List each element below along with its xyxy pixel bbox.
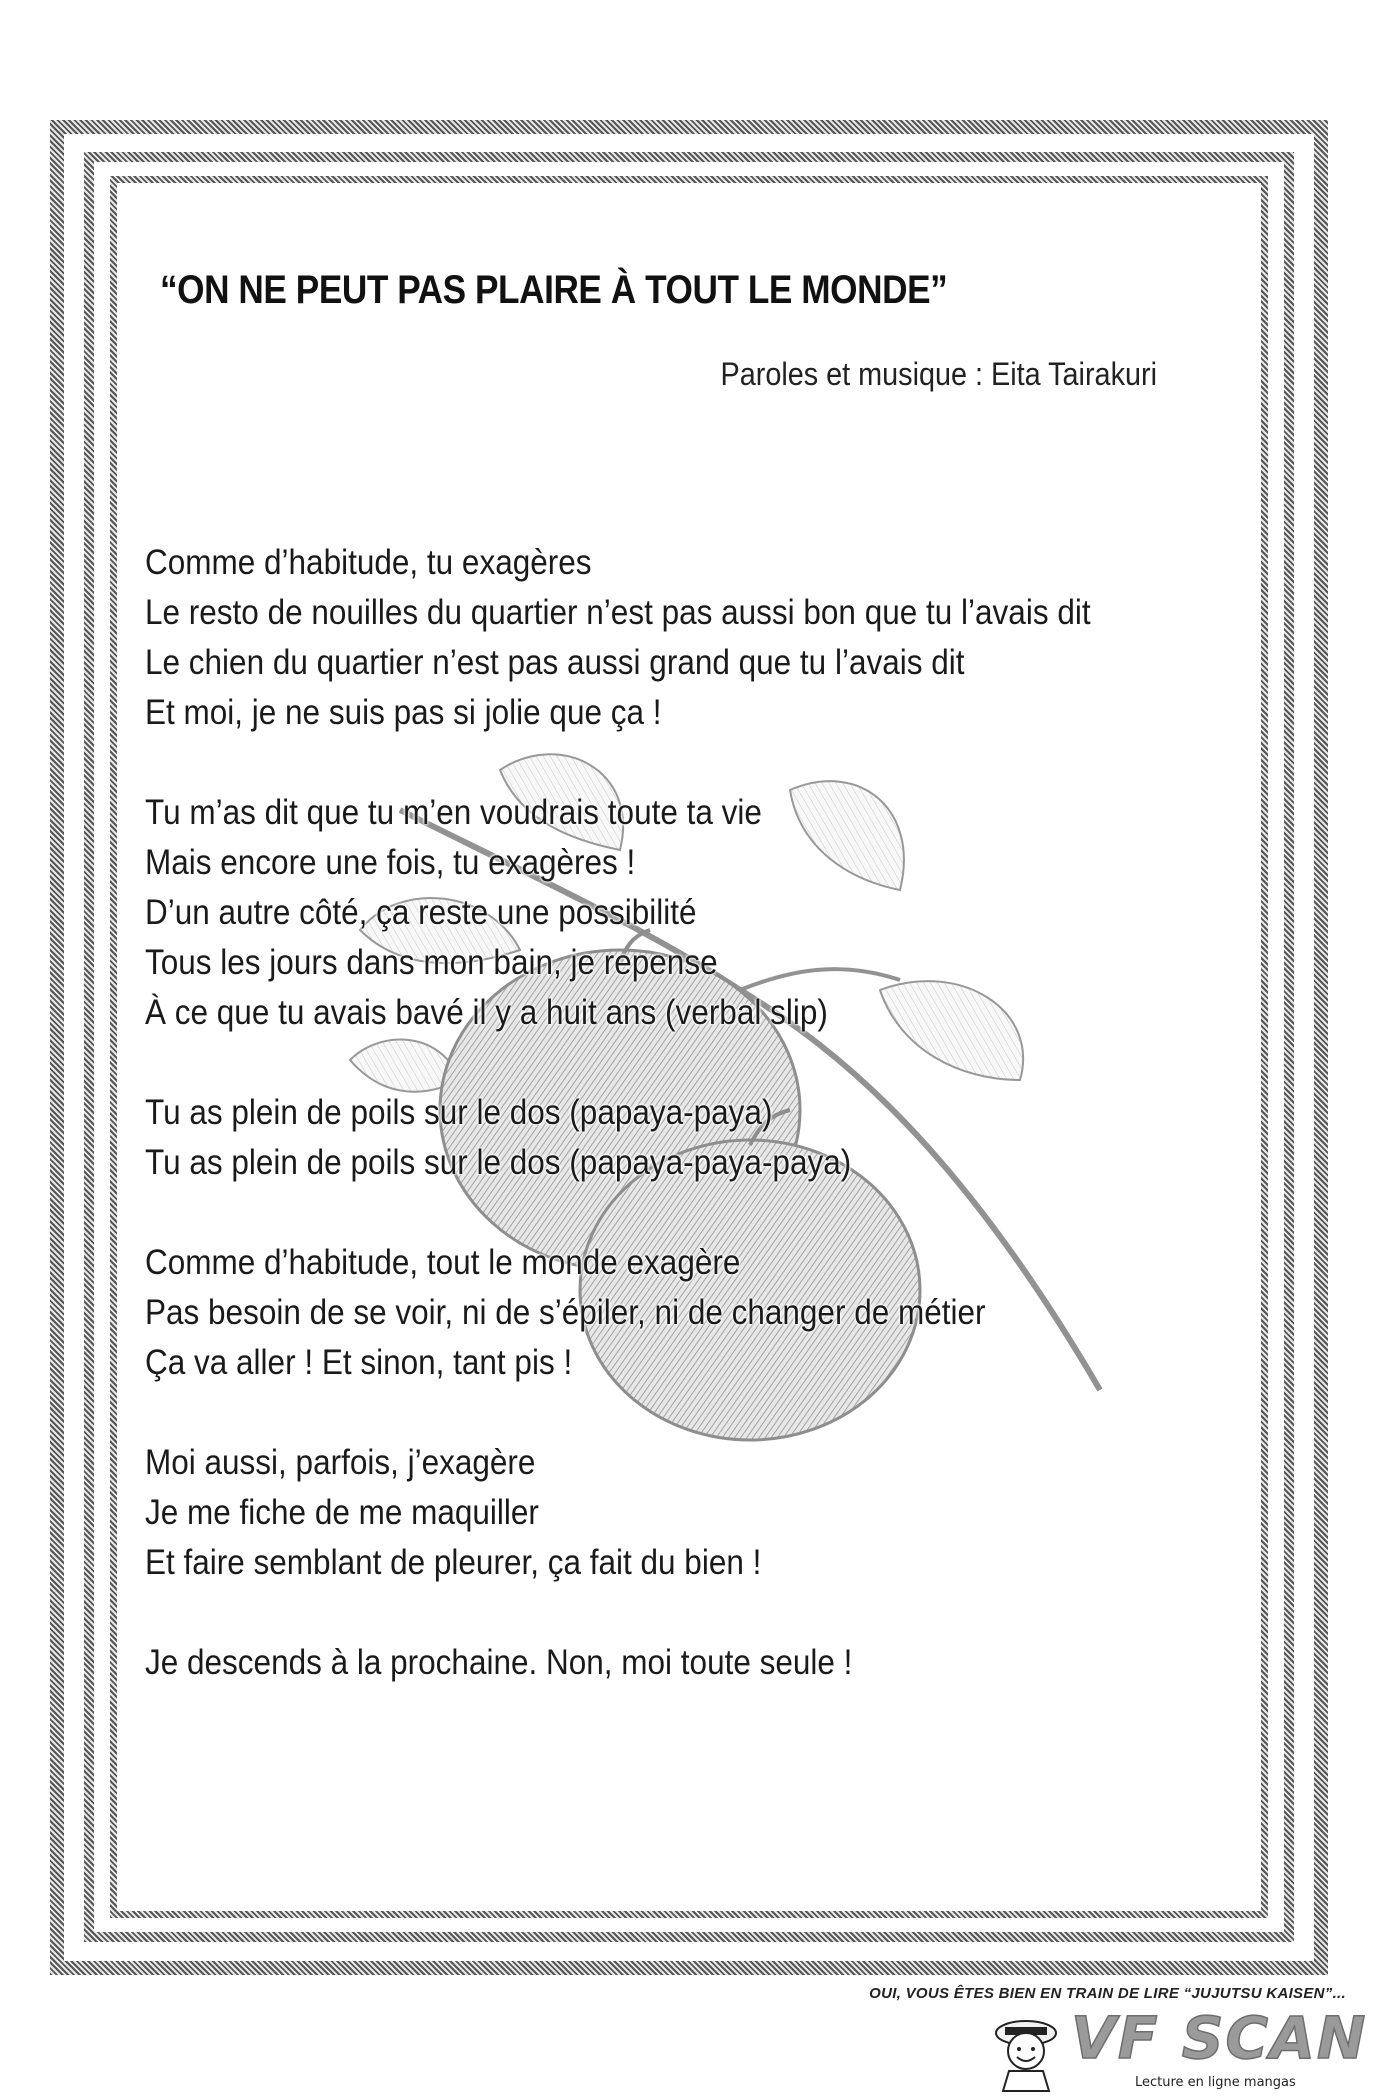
lyric-line: Le resto de nouilles du quartier n’est pas aussi bon que tu l’avais dit bbox=[145, 593, 1091, 632]
lyric-line: Pas besoin de se voir, ni de s’épiler, ni de changer de métier bbox=[145, 1293, 986, 1332]
watermark-logo bbox=[985, 2003, 1368, 2093]
mascot-icon bbox=[985, 2011, 1067, 2093]
lyric-line: Ça va aller ! Et sinon, tant pis ! bbox=[145, 1343, 573, 1382]
lyrics-body bbox=[145, 538, 1185, 1738]
stanza-6 bbox=[145, 1638, 1081, 1688]
lyric-line: Mais encore une fois, tu exagères ! bbox=[145, 843, 636, 882]
song-title: “ON NE PEUT PAS PLAIRE À TOUT LE MONDE” bbox=[160, 268, 948, 312]
stanza-1 bbox=[145, 538, 1091, 738]
lyric-line: Le chien du quartier n’est pas aussi grand que tu l’avais dit bbox=[145, 643, 965, 682]
stanza-3 bbox=[145, 1088, 1081, 1188]
stanza-5 bbox=[145, 1438, 1081, 1588]
lyric-line: Comme d’habitude, tu exagères bbox=[145, 543, 592, 582]
lyric-line: Je descends à la prochaine. Non, moi toute seule ! bbox=[145, 1643, 853, 1682]
lyric-line: Tu as plein de poils sur le dos (papaya-paya-paya) bbox=[145, 1143, 852, 1182]
lyric-line: Et faire semblant de pleurer, ça fait du bien ! bbox=[145, 1543, 762, 1582]
lyric-line: À ce que tu avais bavé il y a huit ans (verbal slip) bbox=[145, 993, 828, 1032]
song-credits: Paroles et musique : Eita Tairakuri bbox=[720, 356, 1157, 392]
lyric-line: Moi aussi, parfois, j’exagère bbox=[145, 1443, 536, 1482]
stanza-4 bbox=[145, 1238, 1081, 1388]
lyric-line: Je me fiche de me maquiller bbox=[145, 1493, 539, 1532]
watermark-brand: VF SCAN bbox=[1071, 2004, 1368, 2072]
lyric-line: Comme d’habitude, tout le monde exagère bbox=[145, 1243, 741, 1282]
watermark-tagline: OUI, VOUS ÊTES BIEN EN TRAIN DE LIRE “JUJUTSU KAISEN”... bbox=[869, 1985, 1346, 2002]
lyric-line: D’un autre côté, ça reste une possibilité bbox=[145, 893, 697, 932]
lyric-line: Tu as plein de poils sur le dos (papaya-paya) bbox=[145, 1093, 773, 1132]
scan-watermark bbox=[740, 1985, 1368, 2095]
lyric-line: Tu m’as dit que tu m’en voudrais toute ta vie bbox=[145, 793, 762, 832]
lyric-line: Et moi, je ne suis pas si jolie que ça ! bbox=[145, 693, 662, 732]
stanza-2 bbox=[145, 788, 1081, 1038]
lyric-line: Tous les jours dans mon bain, je repense bbox=[145, 943, 718, 982]
watermark-subtitle: Lecture en ligne mangas bbox=[1135, 2075, 1296, 2090]
